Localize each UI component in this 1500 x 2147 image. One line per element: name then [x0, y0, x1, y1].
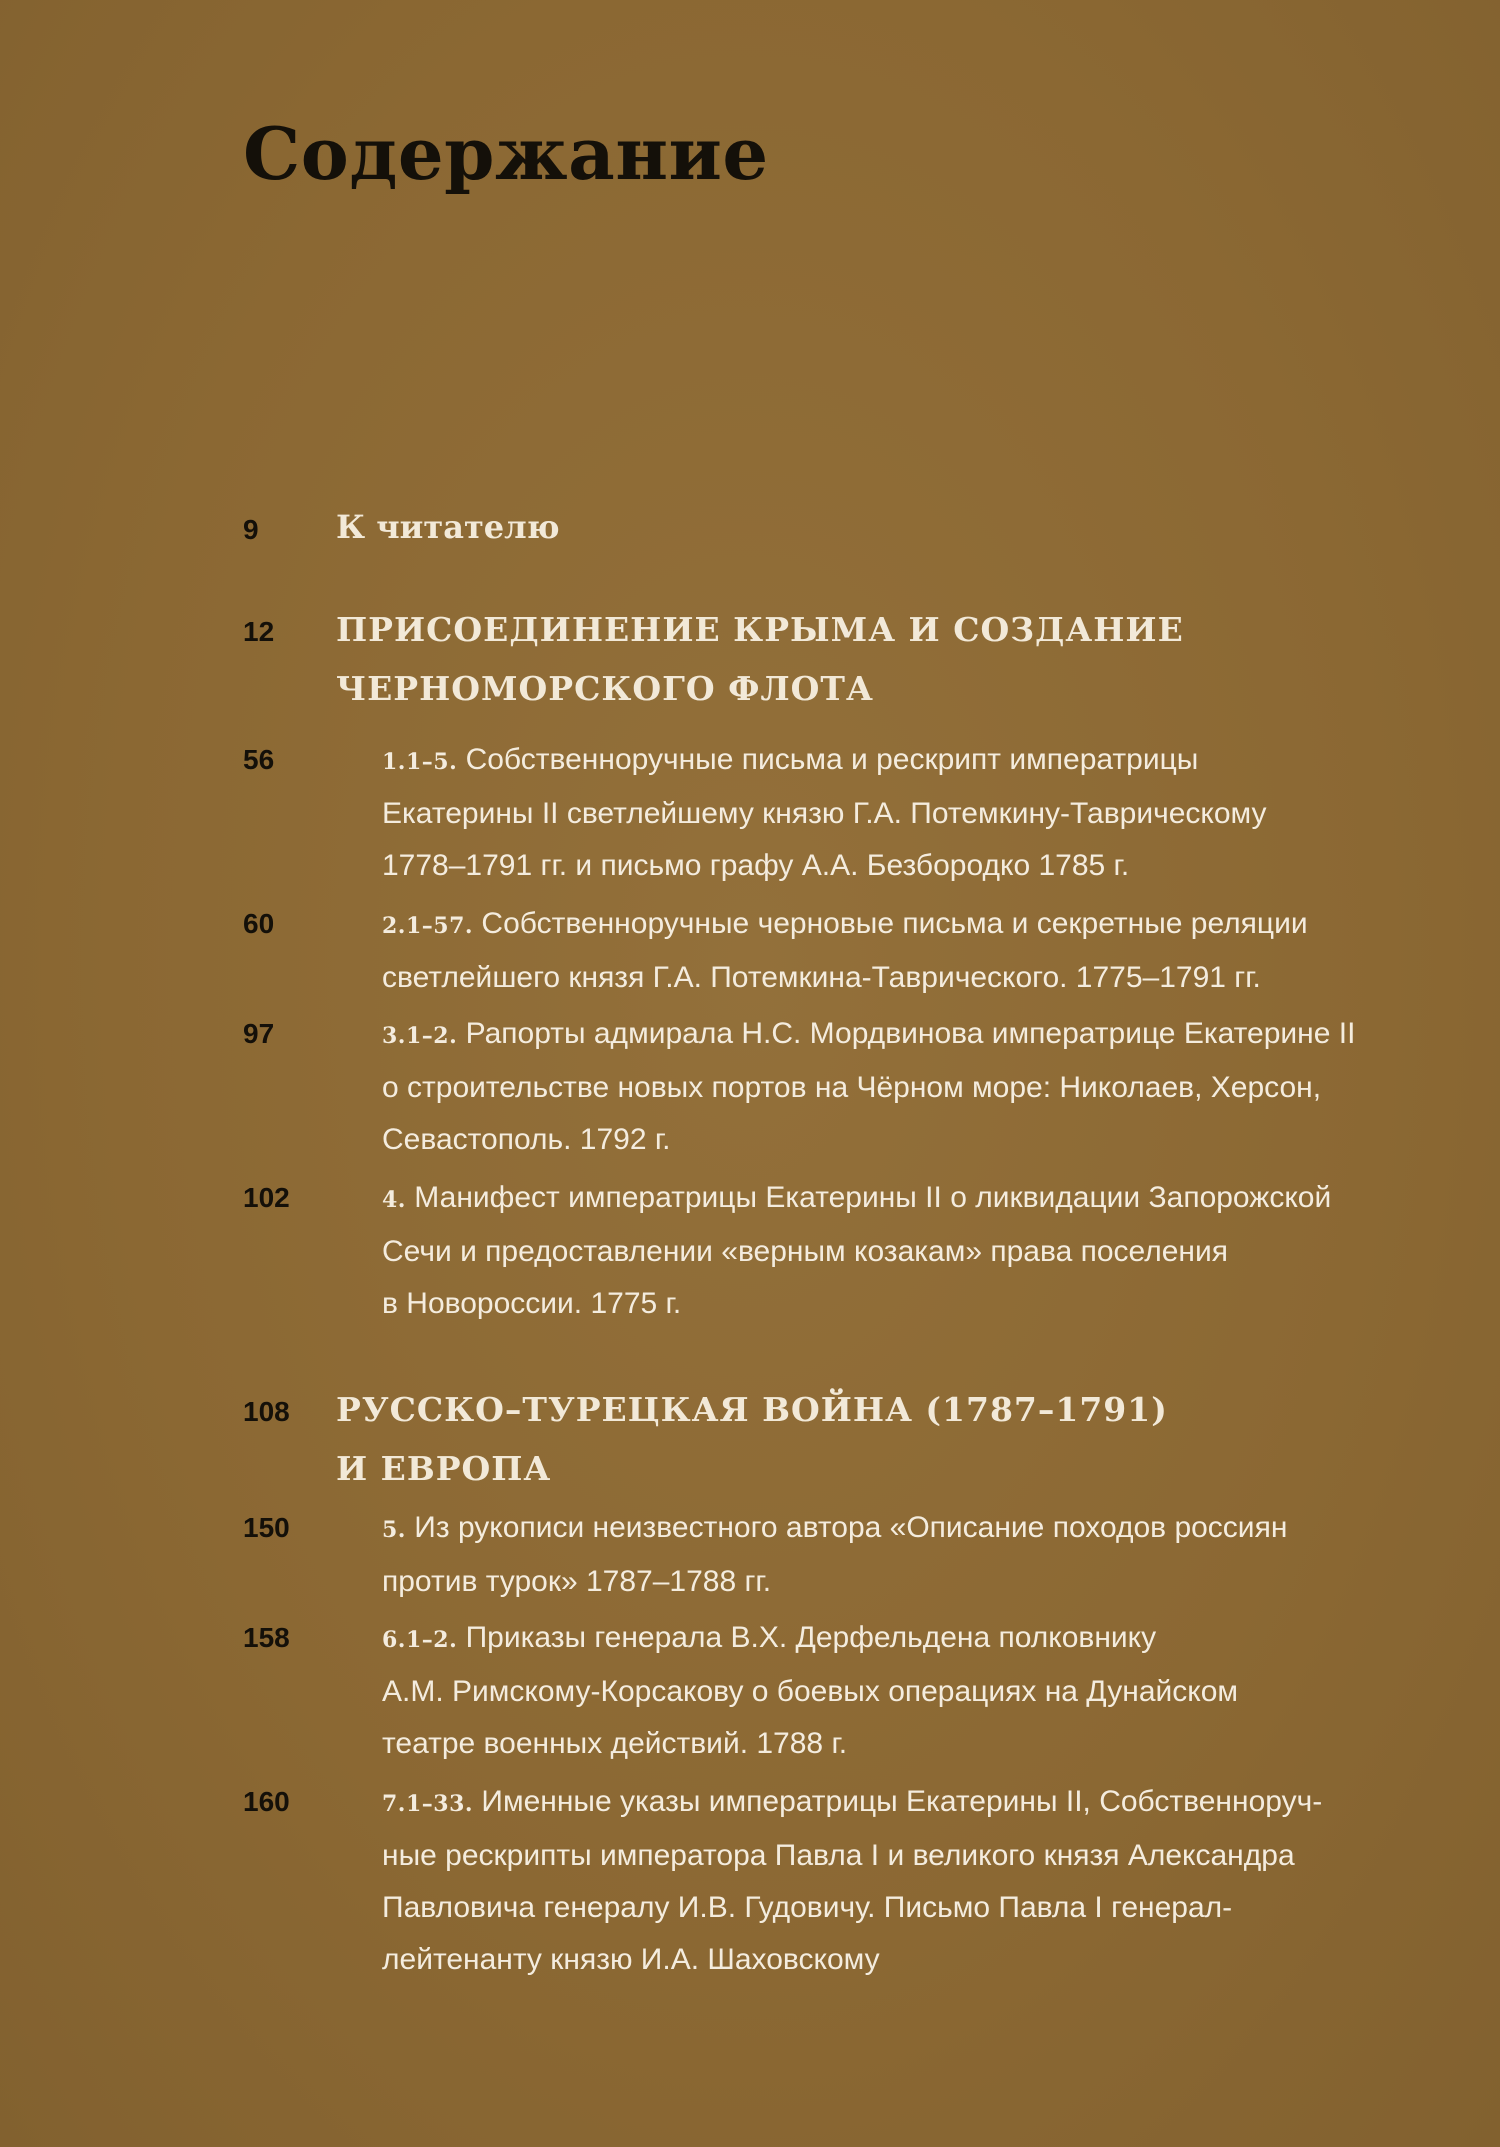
- toc-line: в Новороссии. 1775 г.: [382, 1287, 682, 1320]
- toc-entry-title: [336, 498, 1336, 557]
- toc-line: [382, 898, 1362, 952]
- toc-line: театре военных действий. 1788 г.: [382, 1727, 848, 1760]
- toc-line: Екатерины II светлейшему князю Г.А. Потемкину-Таврическому: [382, 797, 1267, 830]
- toc-line: РУССКО–ТУРЕЦКАЯ ВОЙНА (1787–1791): [336, 1390, 1168, 1429]
- toc-line-text: Именные указы императрицы Екатерины II, Собственноруч-: [473, 1785, 1323, 1818]
- toc-line: К читателю: [336, 508, 560, 546]
- toc-line: Севастополь. 1792 г.: [382, 1123, 671, 1156]
- toc-page-number: 108: [243, 1396, 290, 1427]
- toc-page-number: 12: [243, 616, 275, 647]
- toc-item-text: [382, 1172, 1362, 1330]
- toc-line: ные рескрипты императора Павла I и великого князя Александра: [382, 1839, 1295, 1872]
- toc-page-number: 150: [243, 1512, 290, 1543]
- toc-page-number: 158: [243, 1622, 290, 1653]
- toc-line: Сечи и предоставлении «верным козакам» права поселения: [382, 1235, 1228, 1268]
- item-number: 6.1–2.: [382, 1627, 458, 1653]
- toc-line-text: Собственноручные черновые письма и секретные реляции: [473, 907, 1308, 940]
- toc-line: светлейшего князя Г.А. Потемкина-Таврического. 1775–1791 гг.: [382, 961, 1261, 994]
- toc-item-text: [382, 1612, 1362, 1770]
- toc-line: [382, 734, 1362, 788]
- item-number: 5.: [382, 1517, 406, 1543]
- item-number: 3.1–2.: [382, 1023, 458, 1049]
- toc-page-number: 56: [243, 744, 275, 775]
- item-number: 1.1–5.: [382, 749, 458, 775]
- toc-section-title: [336, 600, 1336, 718]
- toc-line: против турок» 1787–1788 гг.: [382, 1565, 772, 1598]
- toc-line-text: Из рукописи неизвестного автора «Описание походов россиян: [405, 1511, 1288, 1544]
- toc-line: А.М. Римскому-Корсакову о боевых операциях на Дунайском: [382, 1675, 1239, 1708]
- toc-line-text: Собственноручные письма и рескрипт императрицы: [457, 743, 1199, 776]
- toc-item-text: [382, 734, 1362, 892]
- toc-page-number: 160: [243, 1786, 290, 1817]
- toc-line: лейтенанту князю И.А. Шаховскому: [382, 1943, 880, 1976]
- item-number: 4.: [382, 1187, 406, 1213]
- toc-line: [382, 1008, 1362, 1062]
- toc-item-text: [382, 898, 1362, 1004]
- toc-item-text: [382, 1502, 1362, 1608]
- toc-line: 1778–1791 гг. и письмо графу А.А. Безбородко 1785 г.: [382, 849, 1130, 882]
- toc-item-text: [382, 1776, 1362, 1986]
- toc-page-number: 60: [243, 908, 275, 939]
- item-number: 7.1–33.: [382, 1791, 474, 1817]
- toc-line: о строительстве новых портов на Чёрном море: Николаев, Херсон,: [382, 1071, 1322, 1104]
- toc-page-number: 102: [243, 1182, 290, 1213]
- toc-line: [382, 1172, 1362, 1226]
- toc-section-title: [336, 1380, 1336, 1498]
- toc-line: ЧЕРНОМОРСКОГО ФЛОТА: [336, 669, 874, 708]
- toc-line: И ЕВРОПА: [336, 1449, 552, 1488]
- toc-line: [382, 1502, 1362, 1556]
- toc-page-number: 97: [243, 1018, 275, 1049]
- toc-line-text: Приказы генерала В.Х. Дерфельдена полковнику: [457, 1621, 1157, 1654]
- item-number: 2.1–57.: [382, 913, 474, 939]
- toc-line: ПРИСОЕДИНЕНИЕ КРЫМА И СОЗДАНИЕ: [336, 610, 1184, 649]
- page-title: Содержание: [243, 111, 769, 196]
- toc-line: [382, 1612, 1362, 1666]
- toc-line: [382, 1776, 1362, 1830]
- toc-item-text: [382, 1008, 1362, 1166]
- toc-line: Павловича генералу И.В. Гудовичу. Письмо Павла I генерал-: [382, 1891, 1233, 1924]
- toc-page-number: 9: [243, 514, 259, 545]
- toc-line-text: Рапорты адмирала Н.С. Мордвинова императрице Екатерине II: [457, 1017, 1356, 1050]
- toc-line-text: Манифест императрицы Екатерины II о ликвидации Запорожской: [405, 1181, 1332, 1214]
